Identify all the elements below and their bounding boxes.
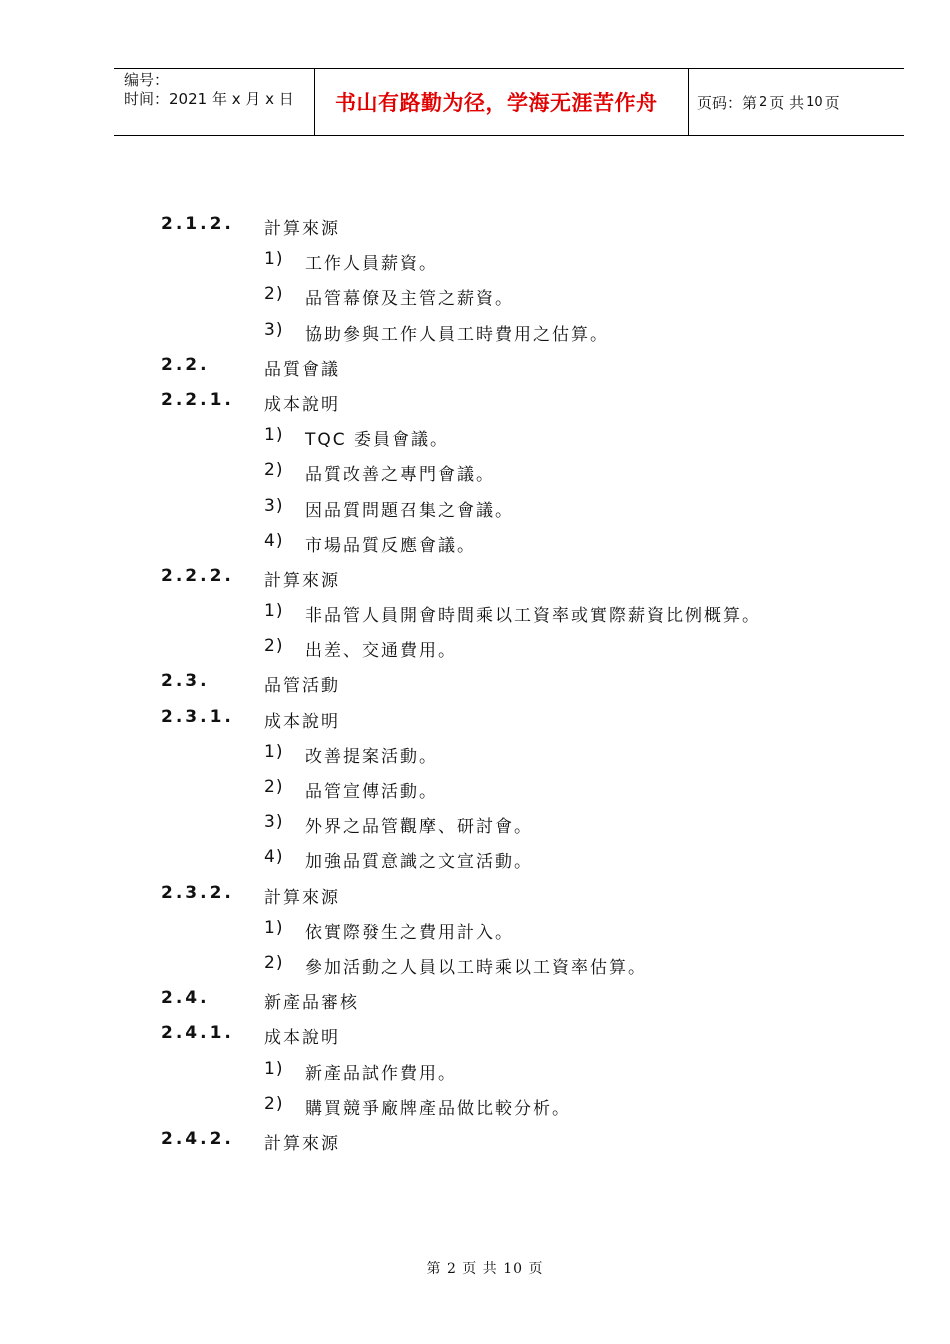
section-number: 2.1.2. bbox=[161, 214, 234, 234]
list-item-text: 出差、交通費用。 bbox=[305, 641, 457, 662]
list-item-text: TQC 委員會議。 bbox=[305, 430, 450, 451]
list-item bbox=[0, 1053, 950, 1088]
list-item-number: 3) bbox=[264, 319, 284, 340]
serial-label: 编号： bbox=[124, 71, 170, 89]
section-number: 2.3.1. bbox=[161, 706, 234, 727]
list-item-text: 協助參與工作人員工時費用之估算。 bbox=[305, 324, 609, 345]
section-title: 成本說明 bbox=[264, 394, 340, 415]
list-item bbox=[0, 947, 950, 982]
section-heading bbox=[0, 208, 950, 243]
page-total: 10 bbox=[806, 94, 823, 110]
list-item-number: 4) bbox=[264, 530, 284, 551]
section-number: 2.2.1. bbox=[161, 389, 234, 410]
page-header bbox=[114, 68, 904, 136]
list-item bbox=[0, 841, 950, 876]
page-mid: 页 共 bbox=[769, 93, 805, 112]
list-item bbox=[0, 806, 950, 841]
page-current: 2 bbox=[759, 94, 768, 110]
list-item-text: 外界之品管觀摩、研討會。 bbox=[305, 817, 533, 838]
section-title: 計算來源 bbox=[264, 887, 340, 908]
header-motto: 书山有路勤为径，学海无涯苦作舟 bbox=[315, 69, 689, 135]
list-item-text: 品質改善之專門會議。 bbox=[305, 465, 495, 486]
list-item-text: 加強品質意識之文宣活動。 bbox=[305, 852, 533, 873]
list-item-number: 1) bbox=[264, 425, 284, 446]
section-heading bbox=[0, 701, 950, 736]
section-number: 2.4.1. bbox=[161, 1023, 234, 1044]
list-item-number: 4) bbox=[264, 847, 284, 868]
list-item bbox=[0, 419, 950, 454]
list-item-text: 新產品試作費用。 bbox=[305, 1063, 457, 1084]
list-item-number: 2) bbox=[264, 636, 284, 657]
list-item bbox=[0, 243, 950, 278]
list-item-number: 1) bbox=[264, 741, 284, 762]
list-item-number: 2) bbox=[264, 777, 284, 797]
list-item-text: 依實際發生之費用計入。 bbox=[305, 922, 514, 943]
section-heading bbox=[0, 560, 950, 595]
list-item bbox=[0, 314, 950, 349]
list-item-text: 工作人員薪資。 bbox=[305, 254, 438, 275]
section-title: 計算來源 bbox=[264, 570, 340, 591]
list-item-text: 市場品質反應會議。 bbox=[305, 535, 476, 556]
list-item-number: 3) bbox=[264, 812, 284, 833]
section-number: 2.3.2. bbox=[161, 882, 234, 903]
section-heading bbox=[0, 665, 950, 700]
section-heading bbox=[0, 384, 950, 419]
section-heading bbox=[0, 1017, 950, 1052]
section-number: 2.4.2. bbox=[161, 1128, 234, 1149]
section-heading bbox=[0, 877, 950, 912]
section-title: 品管活動 bbox=[264, 676, 340, 697]
list-item-number: 2) bbox=[264, 952, 284, 973]
section-title: 計算來源 bbox=[264, 219, 340, 239]
list-item bbox=[0, 525, 950, 560]
list-item-number: 2) bbox=[264, 284, 284, 305]
list-item-text: 改善提案活動。 bbox=[305, 746, 438, 767]
list-item bbox=[0, 771, 950, 806]
list-item-text: 購買競爭廠牌產品做比較分析。 bbox=[305, 1098, 571, 1119]
list-item bbox=[0, 595, 950, 630]
section-title: 品質會議 bbox=[264, 359, 340, 380]
list-item bbox=[0, 1088, 950, 1123]
list-item-number: 2) bbox=[264, 460, 284, 481]
document-body bbox=[0, 208, 950, 1158]
list-item bbox=[0, 454, 950, 489]
list-item bbox=[0, 736, 950, 771]
list-item bbox=[0, 630, 950, 665]
section-title: 成本說明 bbox=[264, 711, 340, 732]
section-title: 新產品審核 bbox=[264, 993, 359, 1014]
list-item bbox=[0, 278, 950, 313]
list-item-number: 1) bbox=[264, 601, 284, 622]
section-title: 成本說明 bbox=[264, 1028, 340, 1049]
header-meta bbox=[114, 69, 315, 135]
list-item-text: 品管幕僚及主管之薪資。 bbox=[305, 289, 514, 310]
page-footer: 第 2 页 共 10 页 bbox=[426, 1261, 544, 1277]
date-label: 时间：2021 年 x 月 x 日 bbox=[124, 90, 294, 108]
section-number: 2.2.2. bbox=[161, 565, 234, 586]
list-item-text: 因品質問題召集之會議。 bbox=[305, 500, 514, 521]
list-item-number: 3) bbox=[264, 495, 284, 516]
list-item-text: 品管宣傳活動。 bbox=[305, 782, 438, 802]
section-heading bbox=[0, 1123, 950, 1158]
list-item-text: 參加活動之人員以工時乘以工資率估算。 bbox=[305, 957, 647, 978]
section-heading bbox=[0, 982, 950, 1017]
list-item-number: 1) bbox=[264, 1058, 284, 1079]
list-item-number: 2) bbox=[264, 1093, 284, 1114]
section-number: 2.4. bbox=[161, 988, 210, 1009]
list-item bbox=[0, 912, 950, 947]
list-item-number: 1) bbox=[264, 917, 284, 938]
section-heading bbox=[0, 349, 950, 384]
page-suffix: 页 bbox=[824, 93, 840, 112]
section-title: 計算來源 bbox=[264, 1133, 340, 1154]
list-item-number: 1) bbox=[264, 249, 284, 270]
list-item bbox=[0, 490, 950, 525]
section-number: 2.3. bbox=[161, 671, 210, 692]
list-item-text: 非品管人員開會時間乘以工資率或實際薪資比例概算。 bbox=[305, 606, 761, 627]
section-number: 2.2. bbox=[161, 354, 210, 375]
page-prefix: 页码：第 bbox=[697, 93, 758, 112]
header-page-number bbox=[689, 69, 904, 135]
